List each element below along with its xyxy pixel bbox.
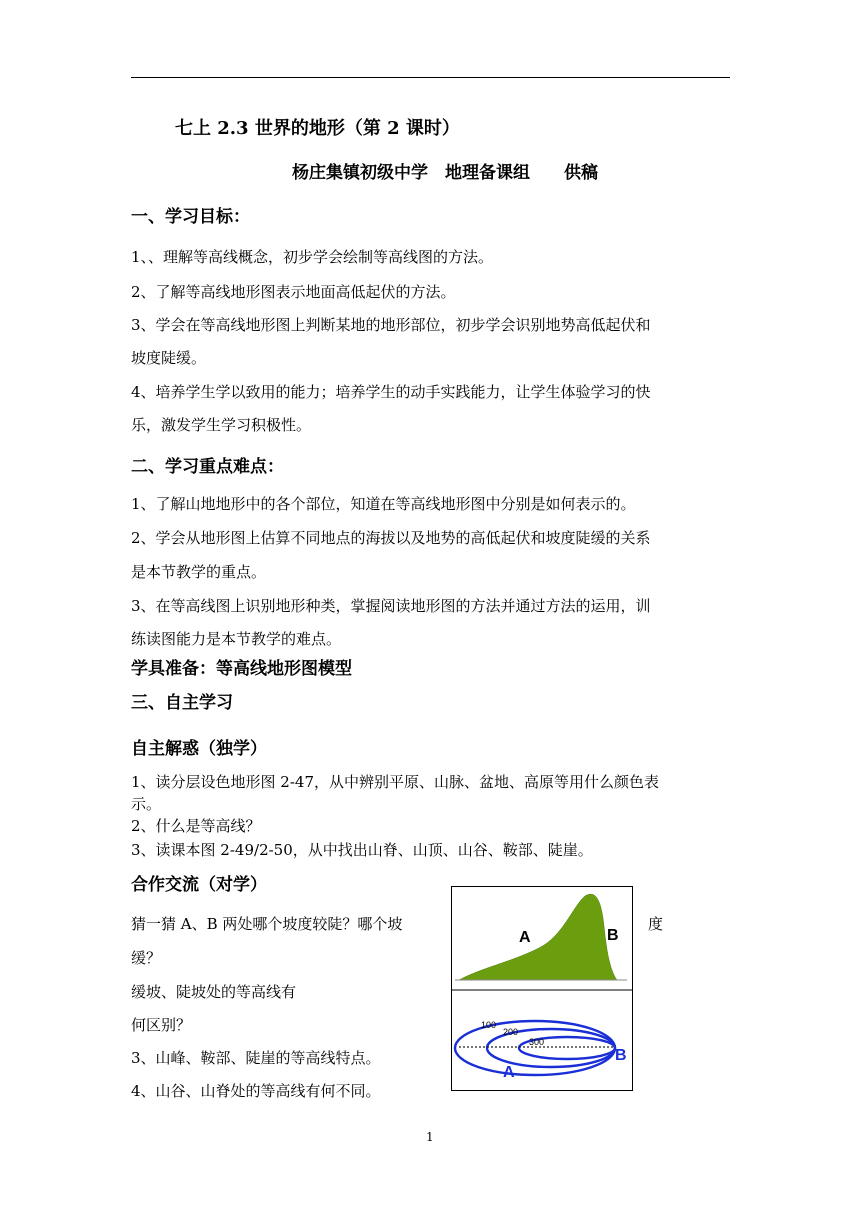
terrain-figure <box>451 886 633 1091</box>
key-point-line: 2、学会从地形图上估算不同地点的海拔以及地势的高低起伏和坡度陡缓的关系 <box>131 529 651 547</box>
profile-label-a: A <box>519 929 531 946</box>
goal-line: 坡度陡缓。 <box>131 349 207 367</box>
cooperation-line: 缓？ <box>131 949 162 967</box>
cooperation-line: 猜一猜 A、B 两处哪个坡度较陡？哪个坡 <box>131 915 403 933</box>
section-heading-key-points: 二、学习重点难点： <box>131 457 284 477</box>
key-point-line: 练读图能力是本节教学的难点。 <box>131 630 342 648</box>
key-point-line: 1、了解山地地形中的各个部位，知道在等高线地形图中分别是如何表示的。 <box>131 495 636 513</box>
self-study-line: 3、读课本图 2-49/2-50，从中找出山脊、山顶、山谷、鞍部、陡崖。 <box>131 841 593 859</box>
cooperation-line: 3、山峰、鞍部、陡崖的等高线特点。 <box>131 1049 381 1067</box>
goal-line: 乐，激发学生学习积极性。 <box>131 416 312 434</box>
goal-line: 4、培养学生学以致用的能力；培养学生的动手实践能力，让学生体验学习的快 <box>131 383 651 401</box>
contour-label-300: 300 <box>529 1037 545 1047</box>
section-heading-self-study: 三、自主学习 <box>131 693 233 713</box>
section-heading-goals: 一、学习目标： <box>131 207 250 227</box>
page-title: 七上 2.3 世界的地形（第 2 课时） <box>175 118 460 139</box>
header-rule <box>131 77 730 78</box>
cooperation-heading: 合作交流（对学） <box>131 875 267 895</box>
goal-line: 3、学会在等高线地形图上判断某地的地形部位，初步学会识别地势高低起伏和 <box>131 316 651 334</box>
cooperation-overflow-char: 度 <box>648 915 664 933</box>
cooperation-line: 何区别？ <box>131 1016 192 1034</box>
author-line: 杨庄集镇初级中学 地理备课组 供稿 <box>292 163 598 183</box>
self-study-line: 2、什么是等高线？ <box>131 817 261 835</box>
contour-label-200: 200 <box>503 1027 519 1037</box>
key-point-line: 是本节教学的重点。 <box>131 563 267 581</box>
cooperation-line: 4、山谷、山脊处的等高线有何不同。 <box>131 1082 381 1100</box>
tools-line: 学具准备：等高线地形图模型 <box>131 659 352 679</box>
cooperation-line: 缓坡、陡坡处的等高线有 <box>131 983 297 1001</box>
page-number: 1 <box>426 1130 434 1144</box>
profile-label-b: B <box>607 927 619 944</box>
goal-line: 2、了解等高线地形图表示地面高低起伏的方法。 <box>131 283 456 301</box>
self-study-line: 示。 <box>131 795 162 813</box>
contour-point-a: A <box>503 1064 515 1081</box>
contour-label-100: 100 <box>481 1020 497 1030</box>
self-study-line: 1、读分层设色地形图 2-47，从中辨别平原、山脉、盆地、高原等用什么颜色表 <box>131 773 660 791</box>
key-point-line: 3、在等高线图上识别地形种类，掌握阅读地形图的方法并通过方法的运用，训 <box>131 597 651 615</box>
goal-line: 1、、理解等高线概念，初步学会绘制等高线图的方法。 <box>131 248 494 266</box>
self-study-subheading: 自主解惑（独学） <box>131 739 267 759</box>
contour-point-b: B <box>615 1047 627 1064</box>
